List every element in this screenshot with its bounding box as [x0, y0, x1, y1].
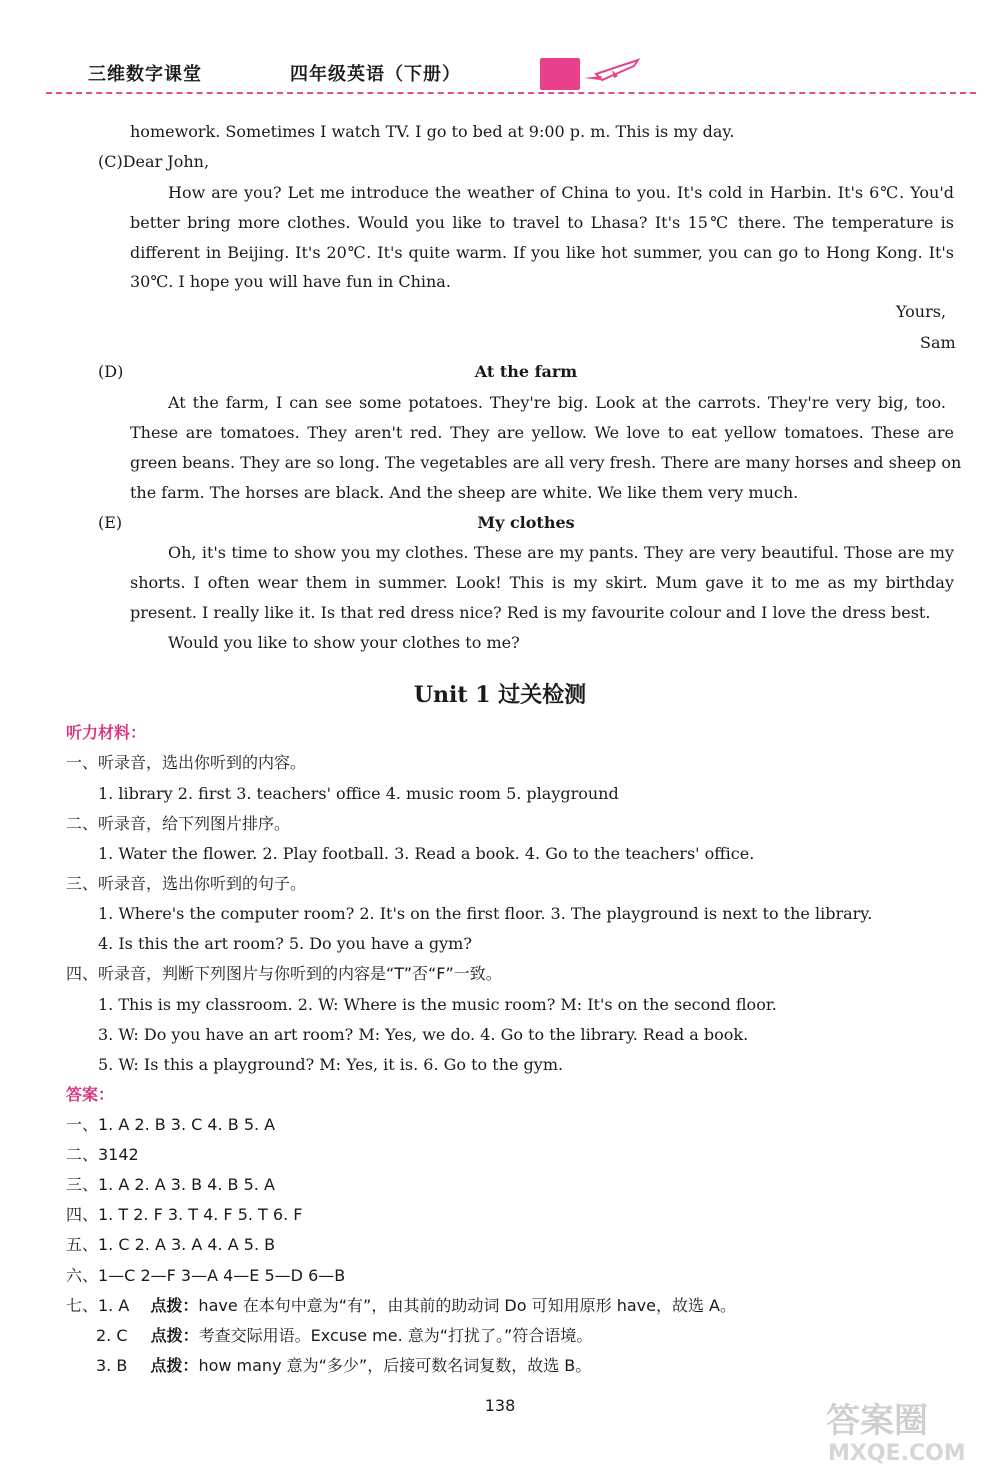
- passage-e-line: present. I really like it. Is that red dress nice? Red is my favourite colour and I love the dress best.: [130, 603, 931, 622]
- passage-c-line: different in Beijing. It's 20℃. It's quite warm. If you like hot summer, you can go to Hong Kong. It's: [130, 243, 954, 262]
- answer-7-3: [96, 1356, 591, 1376]
- passage-d-line: green beans. They are so long. The vegetables are all very fresh. There are many horses and sheep on: [130, 453, 962, 472]
- page-number: 138: [484, 1396, 516, 1415]
- letter-signer: Sam: [920, 333, 956, 352]
- section-2-instruction: 二、听录音，给下列图片排序。: [66, 814, 291, 833]
- prev-passage-last-line: homework. Sometimes I watch TV. I go to bed at 9:00 p. m. This is my day.: [130, 122, 735, 141]
- section-3-items: 4. Is this the art room? 5. Do you have a gym?: [98, 934, 472, 953]
- answer-line: 一、1. A 2. B 3. C 4. B 5. A: [66, 1115, 276, 1134]
- section-4-instruction: 四、听录音，判断下列图片与你听到的内容是“T”否“F”一致。: [66, 964, 502, 983]
- section-1-items: 1. library 2. first 3. teachers' office 4. music room 5. playground: [98, 784, 619, 803]
- passage-e-line: shorts. I often wear them in summer. Look! This is my skirt. Mum gave it to me as my birthday: [130, 573, 954, 592]
- passage-c-line: 30℃. I hope you will have fun in China.: [130, 272, 451, 291]
- section-4-items: 5. W: Is this a playground? M: Yes, it is. 6. Go to the gym.: [98, 1055, 564, 1074]
- passage-e-label: (E): [98, 513, 123, 532]
- passage-e-line: Oh, it's time to show you my clothes. These are my pants. They are very beautiful. Those are my: [168, 543, 954, 562]
- section-2-items: 1. Water the flower. 2. Play football. 3. Read a book. 4. Go to the teachers' office.: [98, 844, 755, 863]
- passage-e-title: My clothes: [477, 513, 575, 532]
- passage-c-line: How are you? Let me introduce the weather of China to you. It's cold in Harbin. It's 6℃. You'd: [168, 183, 954, 202]
- header-divider: [46, 92, 976, 94]
- passage-e-line: Would you like to show your clothes to me?: [168, 633, 520, 652]
- section-1-instruction: 一、听录音，选出你听到的内容。: [66, 753, 307, 772]
- answer-number: 2. C: [96, 1326, 128, 1345]
- book-title: 四年级英语（下册）: [290, 64, 461, 85]
- tip-text: 考查交际用语。Excuse me. 意为“打扰了。”符合语境。: [198, 1326, 593, 1345]
- answers-heading: 答案：: [66, 1085, 115, 1104]
- answer-line: 三、1. A 2. A 3. B 4. B 5. A: [66, 1175, 275, 1194]
- passage-d-line: These are tomatoes. They aren't red. They are yellow. We love to eat yellow tomatoes. These are: [130, 423, 954, 442]
- pink-block-decoration: [540, 58, 580, 90]
- passage-d-label: (D): [98, 362, 124, 381]
- passage-c-label: (C)Dear John,: [98, 152, 210, 171]
- tip-label: 点拨：: [150, 1356, 199, 1375]
- answer-7-1: [66, 1296, 736, 1316]
- watermark-url: MXQE.COM: [828, 1441, 966, 1466]
- answer-line: 二、3142: [66, 1145, 139, 1164]
- watermark-text: 答案圈: [826, 1401, 928, 1441]
- answer-number: 七、1. A: [66, 1296, 130, 1315]
- watermark-logo: [820, 1390, 980, 1466]
- tip-label: 点拨：: [150, 1296, 199, 1315]
- section-4-items: 1. This is my classroom. 2. W: Where is the music room? M: It's on the second floor.: [98, 995, 777, 1014]
- page-header: [0, 0, 1000, 100]
- rocket-icon: [582, 56, 642, 86]
- passage-d-line: At the farm, I can see some potatoes. They're big. Look at the carrots. They're very big, too.: [168, 393, 946, 412]
- tip-text: how many 意为“多少”，后接可数名词复数，故选 B。: [198, 1356, 592, 1375]
- tip-text: have 在本句中意为“有”，由其前的助动词 Do 可知用原形 have，故选 A。: [198, 1296, 737, 1315]
- passage-d-line: the farm. The horses are black. And the sheep are white. We like them very much.: [130, 483, 799, 502]
- section-3-instruction: 三、听录音，选出你听到的句子。: [66, 874, 307, 893]
- answer-line: 五、1. C 2. A 3. A 4. A 5. B: [66, 1235, 276, 1254]
- answer-line: 四、1. T 2. F 3. T 4. F 5. T 6. F: [66, 1205, 303, 1224]
- answer-number: 3. B: [96, 1356, 128, 1375]
- answer-7-2: [96, 1326, 592, 1346]
- unit-title: Unit 1 过关检测: [413, 682, 587, 708]
- section-4-items: 3. W: Do you have an art room? M: Yes, we do. 4. Go to the library. Read a book.: [98, 1025, 749, 1044]
- passage-d-title: At the farm: [474, 362, 578, 381]
- section-3-items: 1. Where's the computer room? 2. It's on the first floor. 3. The playground is next to the library.: [98, 904, 873, 923]
- letter-closing: Yours,: [896, 302, 947, 321]
- brand-title: 三维数字课堂: [88, 64, 202, 85]
- tip-label: 点拨：: [150, 1326, 199, 1345]
- listening-heading: 听力材料：: [66, 723, 147, 742]
- answer-line: 六、1—C 2—F 3—A 4—E 5—D 6—B: [66, 1266, 346, 1285]
- passage-c-line: better bring more clothes. Would you like to travel to Lhasa? It's 15℃ there. The temperature is: [130, 213, 954, 232]
